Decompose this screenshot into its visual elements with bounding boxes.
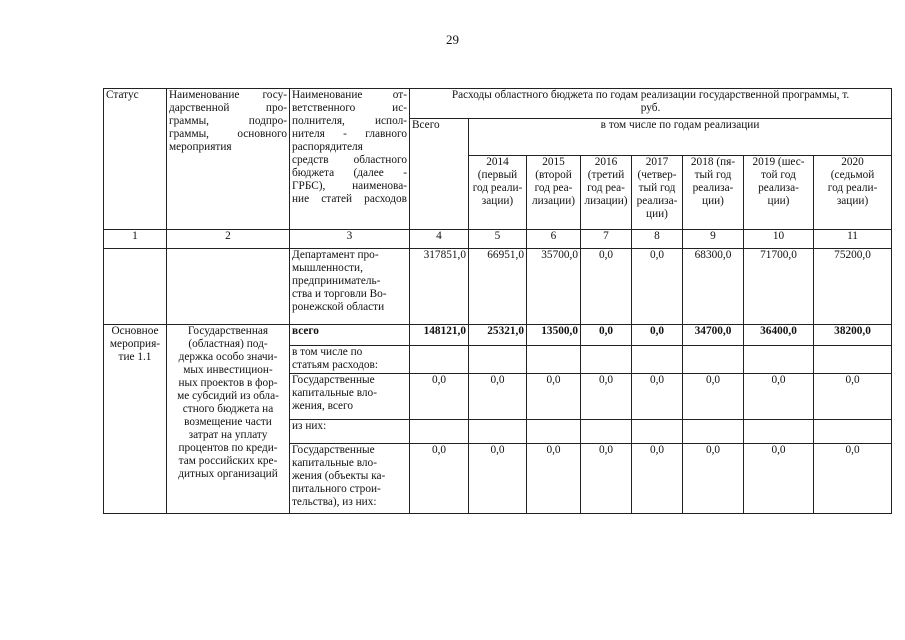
empty-cell [581, 346, 632, 374]
value-cell: 0,0 [632, 374, 683, 420]
value-cell: 0,0 [744, 444, 814, 514]
header-program-name: Наименование госу- дарственной про- граммы, подпро- граммы, основного мероприятия [167, 89, 290, 230]
value-cell: 75200,0 [814, 249, 892, 325]
value-cell: 0,0 [581, 444, 632, 514]
empty-cell [527, 420, 581, 444]
value-cell: 34700,0 [683, 325, 744, 346]
column-number: 10 [744, 230, 814, 249]
row-label: в том числе по статьям расходов: [290, 346, 410, 374]
header-year-2019: 2019 (шес- той год реализа- ции) [744, 156, 814, 230]
value-cell: 38200,0 [814, 325, 892, 346]
header-year-2018: 2018 (пя- тый год реализа- ции) [683, 156, 744, 230]
column-number: 9 [683, 230, 744, 249]
column-number: 6 [527, 230, 581, 249]
value-cell: 0,0 [814, 374, 892, 420]
page-number: 29 [446, 32, 459, 47]
value-cell: 0,0 [683, 444, 744, 514]
header-year-2017: 2017 (четвер- тый год реализа- ции) [632, 156, 683, 230]
value-cell: 0,0 [410, 374, 469, 420]
empty-cell [469, 346, 527, 374]
empty-cell [167, 249, 290, 325]
row-label-total: всего [290, 325, 410, 346]
column-number: 8 [632, 230, 683, 249]
header-year-2015: 2015 (второй год реа- лизации) [527, 156, 581, 230]
value-cell: 0,0 [814, 444, 892, 514]
value-cell: 13500,0 [527, 325, 581, 346]
value-cell: 0,0 [527, 444, 581, 514]
value-cell: 0,0 [410, 444, 469, 514]
empty-cell [744, 346, 814, 374]
column-number: 11 [814, 230, 892, 249]
column-number: 3 [290, 230, 410, 249]
value-cell: 0,0 [581, 325, 632, 346]
empty-cell [410, 420, 469, 444]
header-by-years: в том числе по годам реализации [469, 119, 892, 156]
header-year-2020: 2020 (седьмой год реали- зации) [814, 156, 892, 230]
column-number: 7 [581, 230, 632, 249]
value-cell: 0,0 [581, 374, 632, 420]
row-label: Государственные капитальные вло- жения (объекты ка- питального строи- тельства), из них: [290, 444, 410, 514]
column-number-row [104, 230, 892, 249]
empty-cell [104, 249, 167, 325]
main-event-status: Основное мероприя- тие 1.1 [104, 325, 167, 514]
empty-cell [744, 420, 814, 444]
row-label: из них: [290, 420, 410, 444]
empty-cell [469, 420, 527, 444]
value-cell: 317851,0 [410, 249, 469, 325]
value-cell: 25321,0 [469, 325, 527, 346]
header-total: Всего [410, 119, 469, 230]
value-cell: 0,0 [632, 249, 683, 325]
value-cell: 0,0 [632, 325, 683, 346]
value-cell: 66951,0 [469, 249, 527, 325]
empty-cell [683, 420, 744, 444]
value-cell: 0,0 [581, 249, 632, 325]
main-event-name: Государственная (областная) под- держка особо значи- мых инвестицион- ных проектов в фор- ме субсидий из обла- стного бюджета на возмещение части затрат на уплату процентов по креди- там российских кре- дитных организаций [167, 325, 290, 514]
value-cell: 0,0 [683, 374, 744, 420]
header-year-2014: 2014 (первый год реали- зации) [469, 156, 527, 230]
empty-cell [581, 420, 632, 444]
department-name: Департамент про- мышленности, предприниматель- ства и торговли Во- ронежской области [290, 249, 410, 325]
value-cell: 68300,0 [683, 249, 744, 325]
empty-cell [814, 346, 892, 374]
value-cell: 71700,0 [744, 249, 814, 325]
empty-cell [527, 346, 581, 374]
value-cell: 35700,0 [527, 249, 581, 325]
row-label: Государственные капитальные вло- жения, всего [290, 374, 410, 420]
empty-cell [632, 420, 683, 444]
column-number: 5 [469, 230, 527, 249]
header-status: Статус [104, 89, 167, 230]
column-number: 1 [104, 230, 167, 249]
value-cell: 0,0 [527, 374, 581, 420]
total-row [104, 325, 892, 346]
value-cell: 0,0 [744, 374, 814, 420]
empty-cell [410, 346, 469, 374]
header-executor: Наименование от- ветственного ис- полнителя, испол- нителя - главного распорядителя средств областного бюджета (далее - ГРБС), наименова- ние статей расходов [290, 89, 410, 230]
empty-cell [632, 346, 683, 374]
header-expenses: Расходы областного бюджета по годам реализации государственной программы, т. руб. [410, 89, 892, 119]
value-cell: 148121,0 [410, 325, 469, 346]
budget-table [103, 88, 892, 514]
value-cell: 0,0 [469, 444, 527, 514]
value-cell: 0,0 [469, 374, 527, 420]
empty-cell [683, 346, 744, 374]
column-number: 4 [410, 230, 469, 249]
column-number: 2 [167, 230, 290, 249]
department-row [104, 249, 892, 325]
header-year-2016: 2016 (третий год реа- лизации) [581, 156, 632, 230]
value-cell: 0,0 [632, 444, 683, 514]
empty-cell [814, 420, 892, 444]
value-cell: 36400,0 [744, 325, 814, 346]
